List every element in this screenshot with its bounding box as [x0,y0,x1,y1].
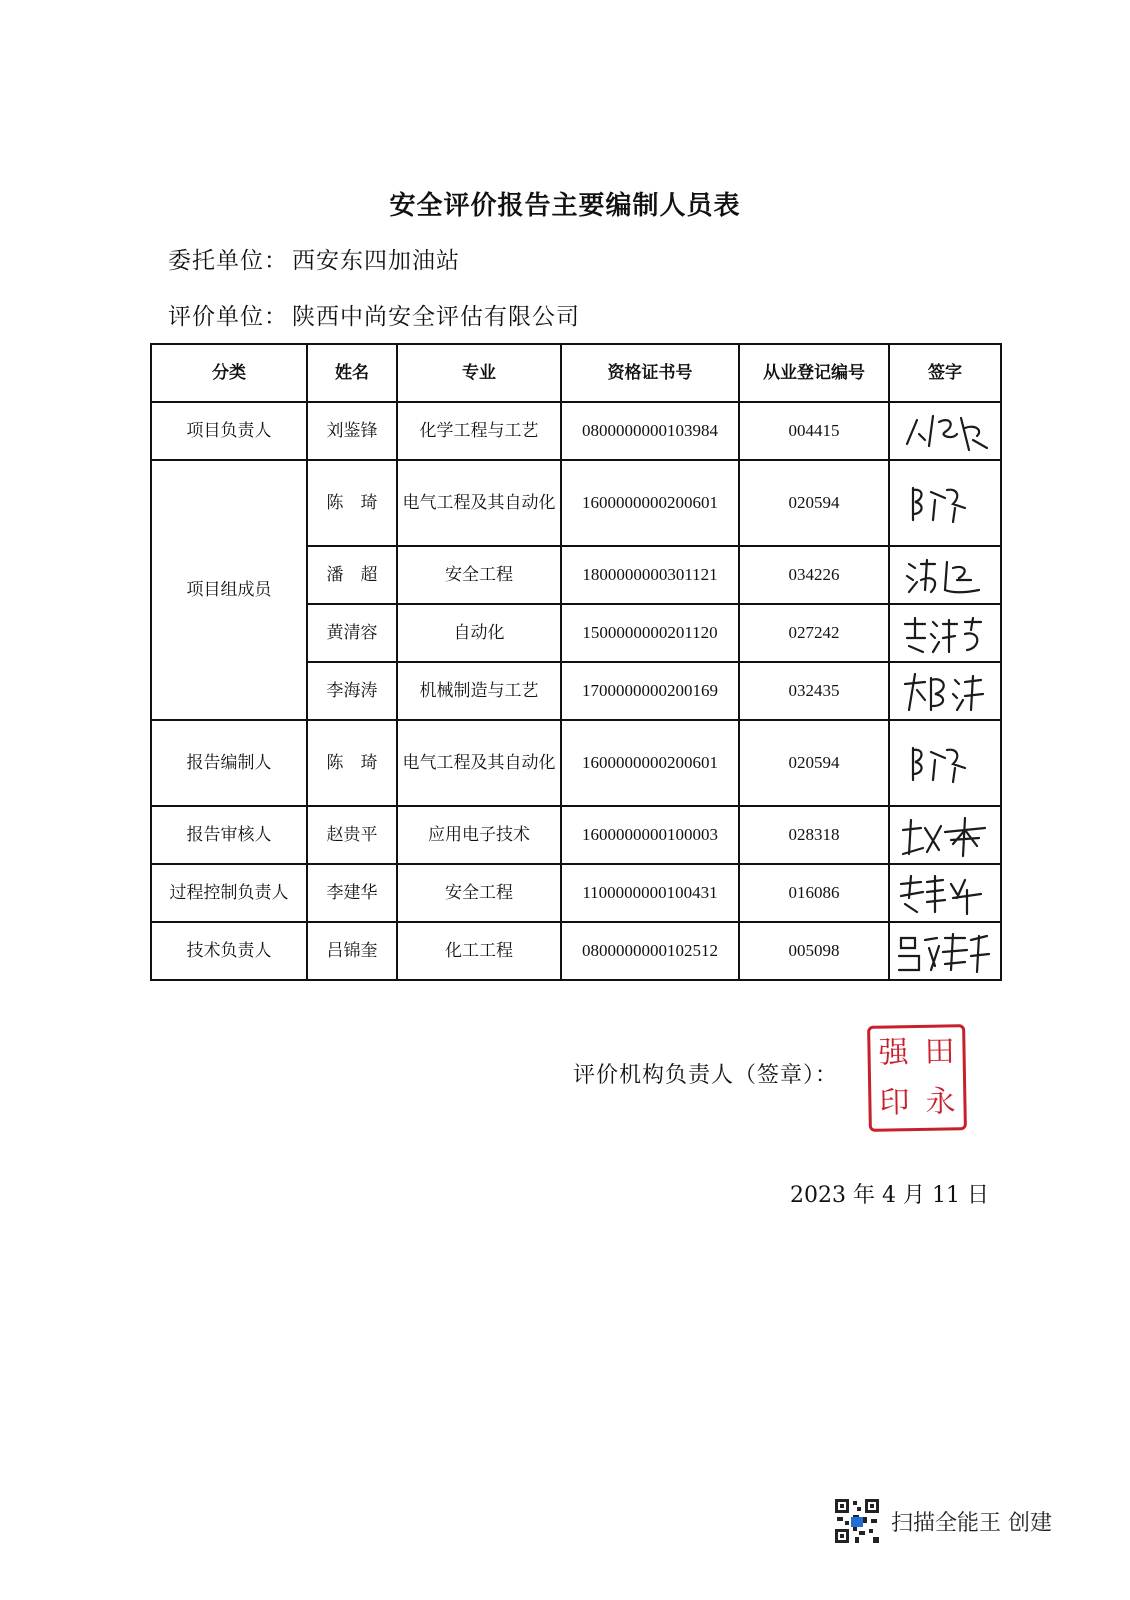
major-cell: 安全工程 [397,546,561,604]
client-line [168,242,460,275]
reg-cell: 016086 [739,864,889,922]
major-cell: 电气工程及其自动化 [397,720,561,806]
header-cert: 资格证书号 [561,344,739,402]
handwritten-signature [895,478,995,528]
cert-cell: 1600000000200601 [561,460,739,546]
name-cell: 陈 琦 [307,460,397,546]
handwritten-signature [895,810,995,860]
major-cell: 电气工程及其自动化 [397,460,561,546]
reg-cell: 020594 [739,720,889,806]
header-signature: 签字 [889,344,1001,402]
name-cell: 黄清容 [307,604,397,662]
category-cell: 报告审核人 [151,806,307,864]
staff-table [150,343,1002,981]
header-reg: 从业登记编号 [739,344,889,402]
signature-cell [889,806,1001,864]
handwritten-signature [895,406,995,456]
reg-cell: 028318 [739,806,889,864]
major-cell: 化学工程与工艺 [397,402,561,460]
cert-cell: 0800000000102512 [561,922,739,980]
officer-signature-label: 评价机构负责人（签章）： [573,1063,839,1088]
table-row [151,720,1001,806]
seal-char: 强 [878,1035,909,1071]
header-major: 专业 [397,344,561,402]
name-cell: 赵贵平 [307,806,397,864]
major-cell: 应用电子技术 [397,806,561,864]
signature-cell [889,922,1001,980]
category-cell: 过程控制负责人 [151,864,307,922]
document-title: 安全评价报告主要编制人员表 [389,191,741,221]
category-cell: 项目负责人 [151,402,307,460]
document-date: 2023 年 4 月 11 日 [790,1183,989,1208]
signature-cell [889,604,1001,662]
signature-cell [889,546,1001,604]
seal-char: 印 [879,1085,910,1121]
header-category: 分类 [151,344,307,402]
category-cell: 报告编制人 [151,720,307,806]
evaluator-label: 评价单位： [168,304,288,330]
reg-cell: 027242 [739,604,889,662]
seal-char: 田 [924,1034,955,1070]
cert-cell: 1600000000100003 [561,806,739,864]
reg-cell: 020594 [739,460,889,546]
evaluator-line [168,298,580,331]
client-label: 委托单位： [168,248,288,274]
handwritten-signature [895,738,995,788]
table-row [151,460,1001,546]
name-cell: 李建华 [307,864,397,922]
handwritten-signature [895,926,995,976]
table-row [151,864,1001,922]
handwritten-signature [895,550,995,600]
scanner-watermark [833,1497,1052,1545]
reg-cell: 004415 [739,402,889,460]
reg-cell: 034226 [739,546,889,604]
cert-cell: 1800000000301121 [561,546,739,604]
signature-cell [889,662,1001,720]
cert-cell: 0800000000103984 [561,402,739,460]
table-row [151,806,1001,864]
header-name: 姓名 [307,344,397,402]
signature-cell [889,460,1001,546]
major-cell: 安全工程 [397,864,561,922]
seal-char: 永 [925,1084,956,1120]
signature-cell [889,720,1001,806]
name-cell: 吕锦奎 [307,922,397,980]
name-cell: 潘 超 [307,546,397,604]
major-cell: 机械制造与工艺 [397,662,561,720]
signature-cell [889,402,1001,460]
cert-cell: 1600000000200601 [561,720,739,806]
evaluator-value: 陕西中尚安全评估有限公司 [292,304,580,330]
table-row [151,402,1001,460]
cert-cell: 1100000000100431 [561,864,739,922]
reg-cell: 005098 [739,922,889,980]
cert-cell: 1500000000201120 [561,604,739,662]
qr-code-icon [833,1497,881,1545]
category-cell: 技术负责人 [151,922,307,980]
client-value: 西安东四加油站 [292,248,460,274]
major-cell: 自动化 [397,604,561,662]
table-row [151,922,1001,980]
name-cell: 李海涛 [307,662,397,720]
major-cell: 化工工程 [397,922,561,980]
handwritten-signature [895,868,995,918]
red-seal-stamp [867,1024,967,1132]
signature-cell [889,864,1001,922]
reg-cell: 032435 [739,662,889,720]
scanner-watermark-text: 扫描全能王 创建 [891,1510,1052,1536]
cert-cell: 1700000000200169 [561,662,739,720]
handwritten-signature [895,608,995,658]
name-cell: 刘鉴锋 [307,402,397,460]
category-cell: 项目组成员 [151,460,307,720]
name-cell: 陈 琦 [307,720,397,806]
handwritten-signature [895,666,995,716]
table-header-row [151,344,1001,402]
